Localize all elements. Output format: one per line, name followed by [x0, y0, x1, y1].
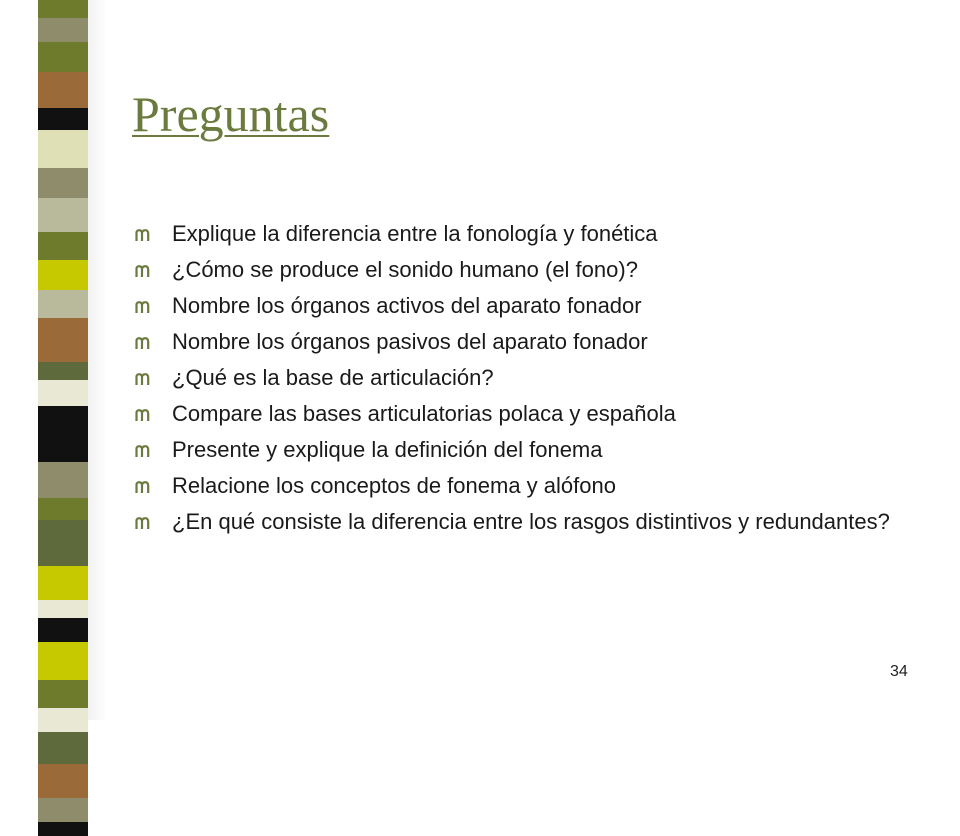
page-number: 34 — [890, 663, 908, 680]
stripe-block — [38, 260, 88, 290]
stripe-block — [38, 462, 88, 498]
bullet-text: Explique la diferencia entre la fonología y fonética — [172, 221, 658, 246]
stripe-block — [38, 130, 88, 168]
stripe-block — [38, 732, 88, 764]
stripe-block — [38, 642, 88, 680]
stripe-block — [38, 18, 88, 42]
slide-title: Preguntas — [132, 86, 330, 142]
stripe-block — [38, 680, 88, 708]
stripe-block — [38, 600, 88, 618]
m-glyph-bullet-icon — [135, 229, 150, 241]
stripe-block — [38, 318, 88, 362]
m-glyph-bullet-icon — [135, 265, 150, 277]
stripe-block — [38, 232, 88, 260]
bullet-text: ¿En qué consiste la diferencia entre los rasgos distintivos y redundantes? — [172, 509, 890, 534]
stripe-block — [38, 798, 88, 822]
stripe-block — [38, 362, 88, 380]
list-item — [135, 396, 935, 432]
stripe-block — [38, 168, 88, 198]
stripe-block — [38, 0, 88, 18]
stripe-shadow — [88, 0, 108, 720]
list-item — [135, 252, 935, 288]
list-item — [135, 288, 935, 324]
bullet-text: Presente y explique la definición del fonema — [172, 437, 603, 462]
bullet-text: Nombre los órganos activos del aparato fonador — [172, 293, 642, 318]
bullet-text: Relacione los conceptos de fonema y alófono — [172, 473, 616, 498]
stripe-block — [38, 42, 88, 72]
list-item — [135, 504, 935, 540]
stripe-block — [38, 764, 88, 798]
list-item — [135, 468, 935, 504]
list-item — [135, 432, 935, 468]
list-item — [135, 324, 935, 360]
stripe-block — [38, 198, 88, 232]
stripe-block — [38, 822, 88, 836]
stripe-block — [38, 708, 88, 732]
stripe-block — [38, 290, 88, 318]
bullet-text: ¿Cómo se produce el sonido humano (el fono)? — [172, 257, 638, 282]
m-glyph-bullet-icon — [135, 337, 150, 349]
list-item — [135, 216, 935, 252]
m-glyph-bullet-icon — [135, 481, 150, 493]
question-list — [135, 216, 935, 540]
list-item — [135, 360, 935, 396]
m-glyph-bullet-icon — [135, 517, 150, 529]
m-glyph-bullet-icon — [135, 373, 150, 385]
stripe-block — [38, 618, 88, 642]
stripe-block — [38, 108, 88, 130]
bullet-text: ¿Qué es la base de articulación? — [172, 365, 494, 390]
stripe-block — [38, 498, 88, 520]
decorative-stripe-bar — [38, 0, 88, 720]
bullet-text: Compare las bases articulatorias polaca y española — [172, 401, 676, 426]
stripe-block — [38, 520, 88, 566]
m-glyph-bullet-icon — [135, 301, 150, 313]
m-glyph-bullet-icon — [135, 409, 150, 421]
m-glyph-bullet-icon — [135, 445, 150, 457]
stripe-block — [38, 406, 88, 462]
bullet-text: Nombre los órganos pasivos del aparato fonador — [172, 329, 648, 354]
stripe-block — [38, 72, 88, 108]
stripe-block — [38, 380, 88, 406]
stripe-block — [38, 566, 88, 600]
